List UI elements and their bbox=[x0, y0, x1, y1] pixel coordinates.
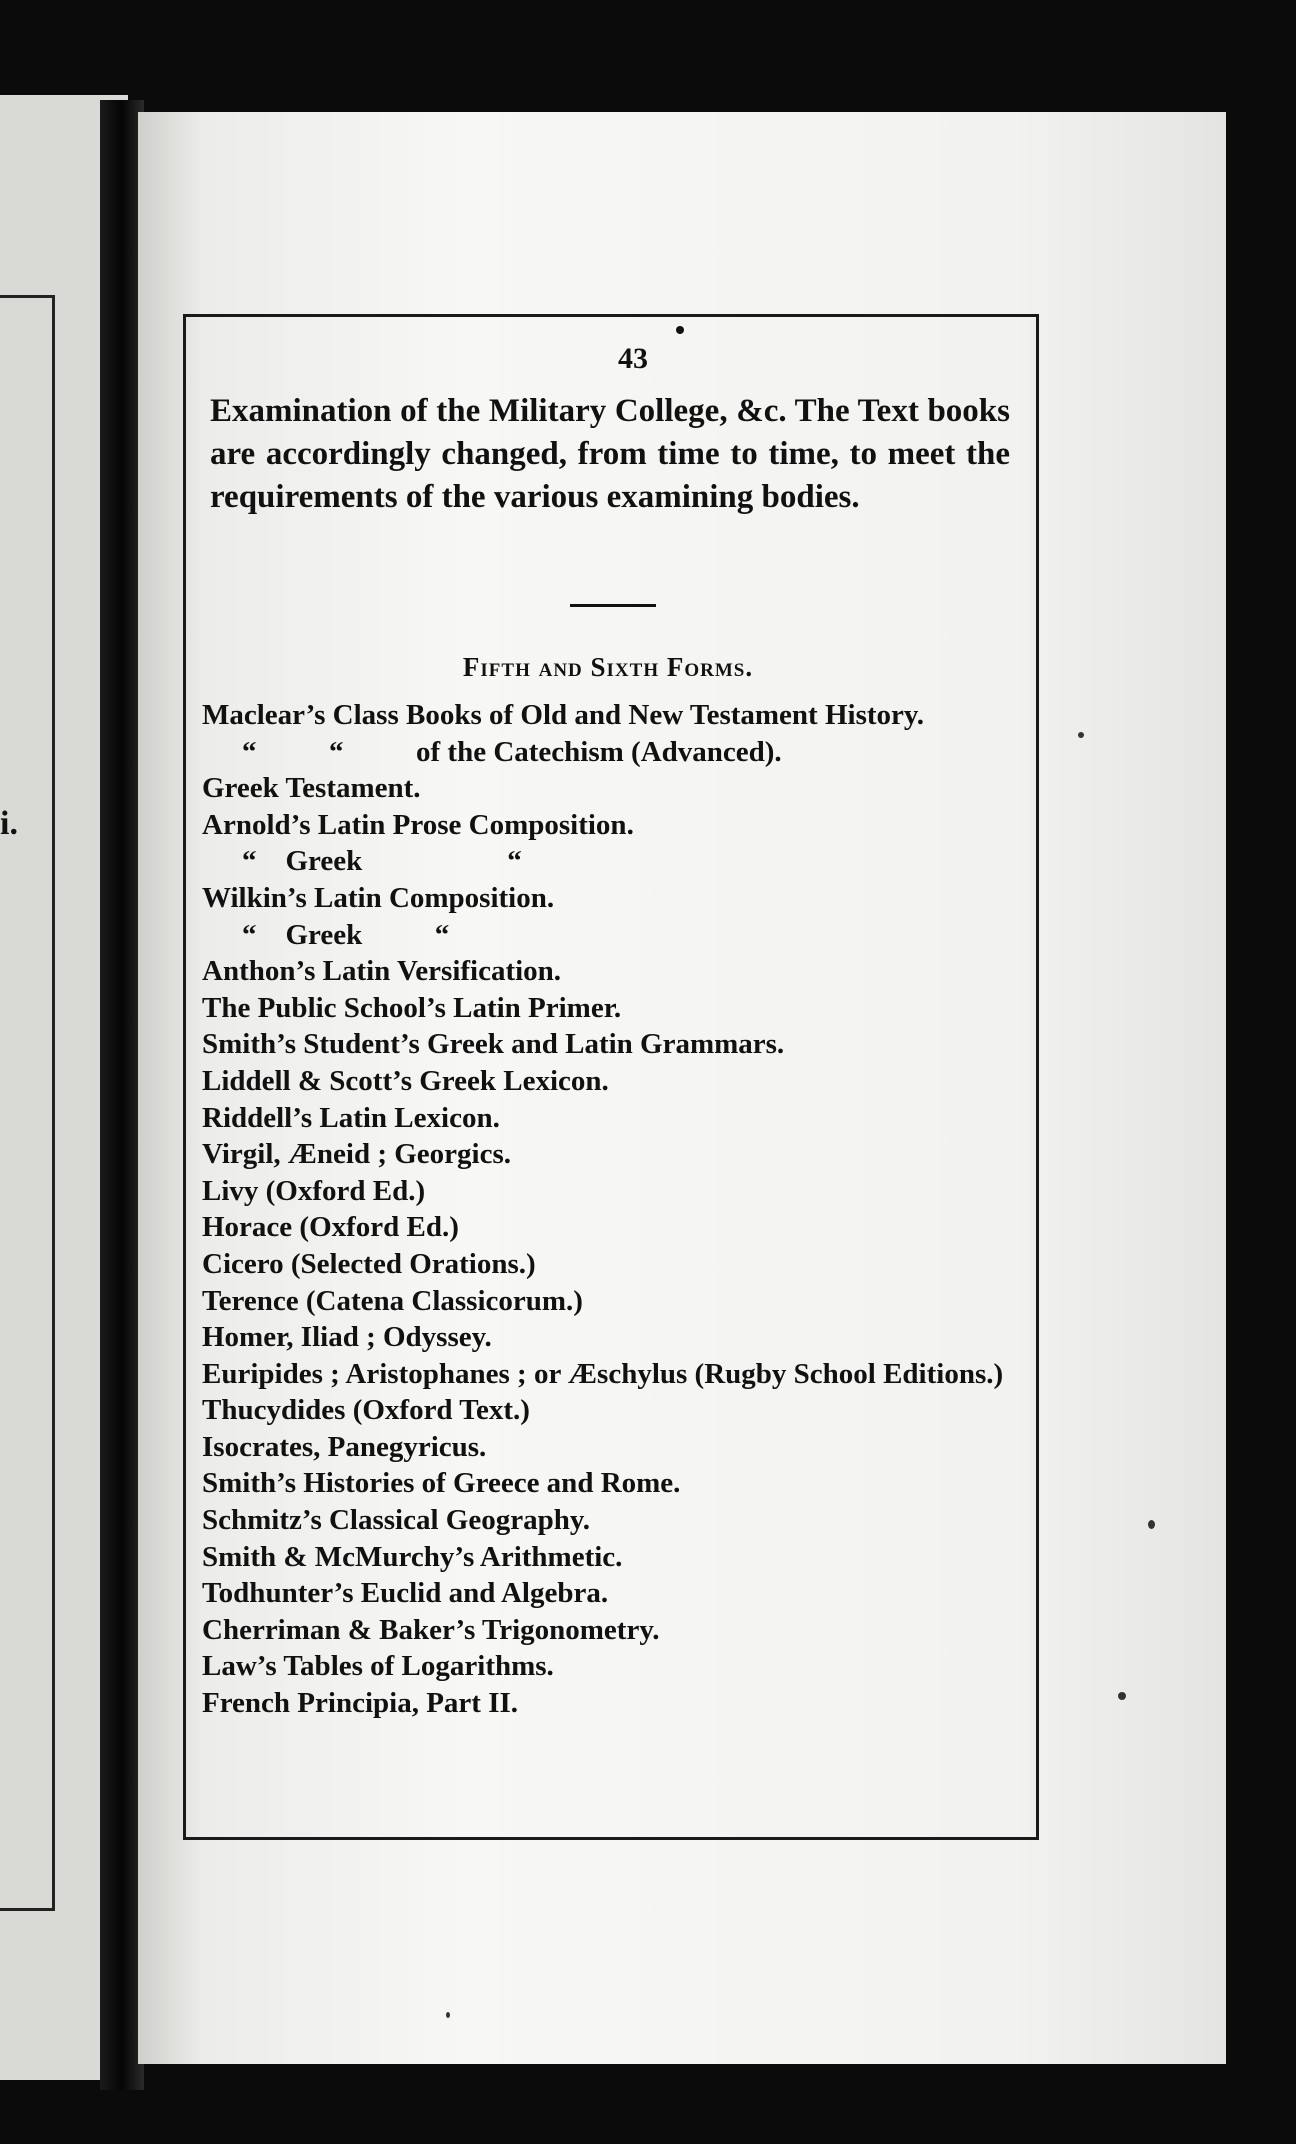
section-heading: Fifth and Sixth Forms. bbox=[462, 652, 754, 682]
book-list bbox=[202, 697, 1022, 1722]
list-item: Isocrates, Panegyricus. bbox=[202, 1430, 487, 1463]
intro-paragraph: Examination of the Military College, &c. The Text books are accordingly changed, from time to time, to meet the requirements of the various examining bodies. bbox=[210, 393, 1010, 515]
list-item: Greek Testament. bbox=[202, 772, 421, 805]
list-item: Virgil, Æneid ; Georgics. bbox=[202, 1138, 512, 1171]
list-item: “ “ of the Catechism (Advanced). bbox=[242, 735, 782, 768]
list-item: Smith’s Student’s Greek and Latin Grammars. bbox=[202, 1028, 785, 1061]
list-item: Cicero (Selected Orations.) bbox=[202, 1247, 536, 1280]
list-item: Smith & McMurchy’s Arithmetic. bbox=[202, 1540, 623, 1573]
list-item: Thucydides (Oxford Text.) bbox=[202, 1394, 530, 1427]
list-item: Todhunter’s Euclid and Algebra. bbox=[202, 1577, 609, 1610]
list-item: Euripides ; Aristophanes ; or Æschylus (Rugby School Editions.) bbox=[202, 1357, 1004, 1390]
ink-speck bbox=[1118, 1692, 1126, 1700]
ink-speck bbox=[446, 2012, 450, 2018]
ink-speck bbox=[1148, 1520, 1155, 1529]
list-item: Smith’s Histories of Greece and Rome. bbox=[202, 1467, 681, 1500]
list-item: Cherriman & Baker’s Trigonometry. bbox=[202, 1613, 660, 1646]
list-item: Liddell & Scott’s Greek Lexicon. bbox=[202, 1064, 609, 1097]
list-item: Schmitz’s Classical Geography. bbox=[202, 1504, 591, 1537]
left-page-edge-text: i. bbox=[0, 805, 18, 842]
list-item: Anthon’s Latin Versification. bbox=[202, 955, 562, 988]
list-item: “ Greek “ bbox=[242, 918, 450, 951]
list-item: French Principia, Part II. bbox=[202, 1687, 519, 1720]
list-item: Livy (Oxford Ed.) bbox=[202, 1174, 426, 1207]
list-item: Arnold’s Latin Prose Composition. bbox=[202, 808, 634, 841]
book-page bbox=[138, 112, 1226, 2064]
left-page-frame bbox=[0, 295, 55, 1911]
list-item: Wilkin’s Latin Composition. bbox=[202, 881, 555, 914]
page-number: 43 bbox=[618, 342, 648, 375]
list-item: Maclear’s Class Books of Old and New Testament History. bbox=[202, 699, 925, 731]
list-item: Law’s Tables of Logarithms. bbox=[202, 1650, 554, 1683]
ink-dot bbox=[676, 326, 684, 334]
list-item: “ Greek “ bbox=[242, 845, 522, 878]
list-item: Terence (Catena Classicorum.) bbox=[202, 1284, 583, 1317]
list-item: The Public School’s Latin Primer. bbox=[202, 991, 622, 1024]
list-item: Riddell’s Latin Lexicon. bbox=[202, 1101, 500, 1134]
list-item: Horace (Oxford Ed.) bbox=[202, 1211, 459, 1244]
list-item: Homer, Iliad ; Odyssey. bbox=[202, 1321, 492, 1354]
section-divider bbox=[570, 604, 656, 607]
ink-speck bbox=[1078, 732, 1084, 738]
